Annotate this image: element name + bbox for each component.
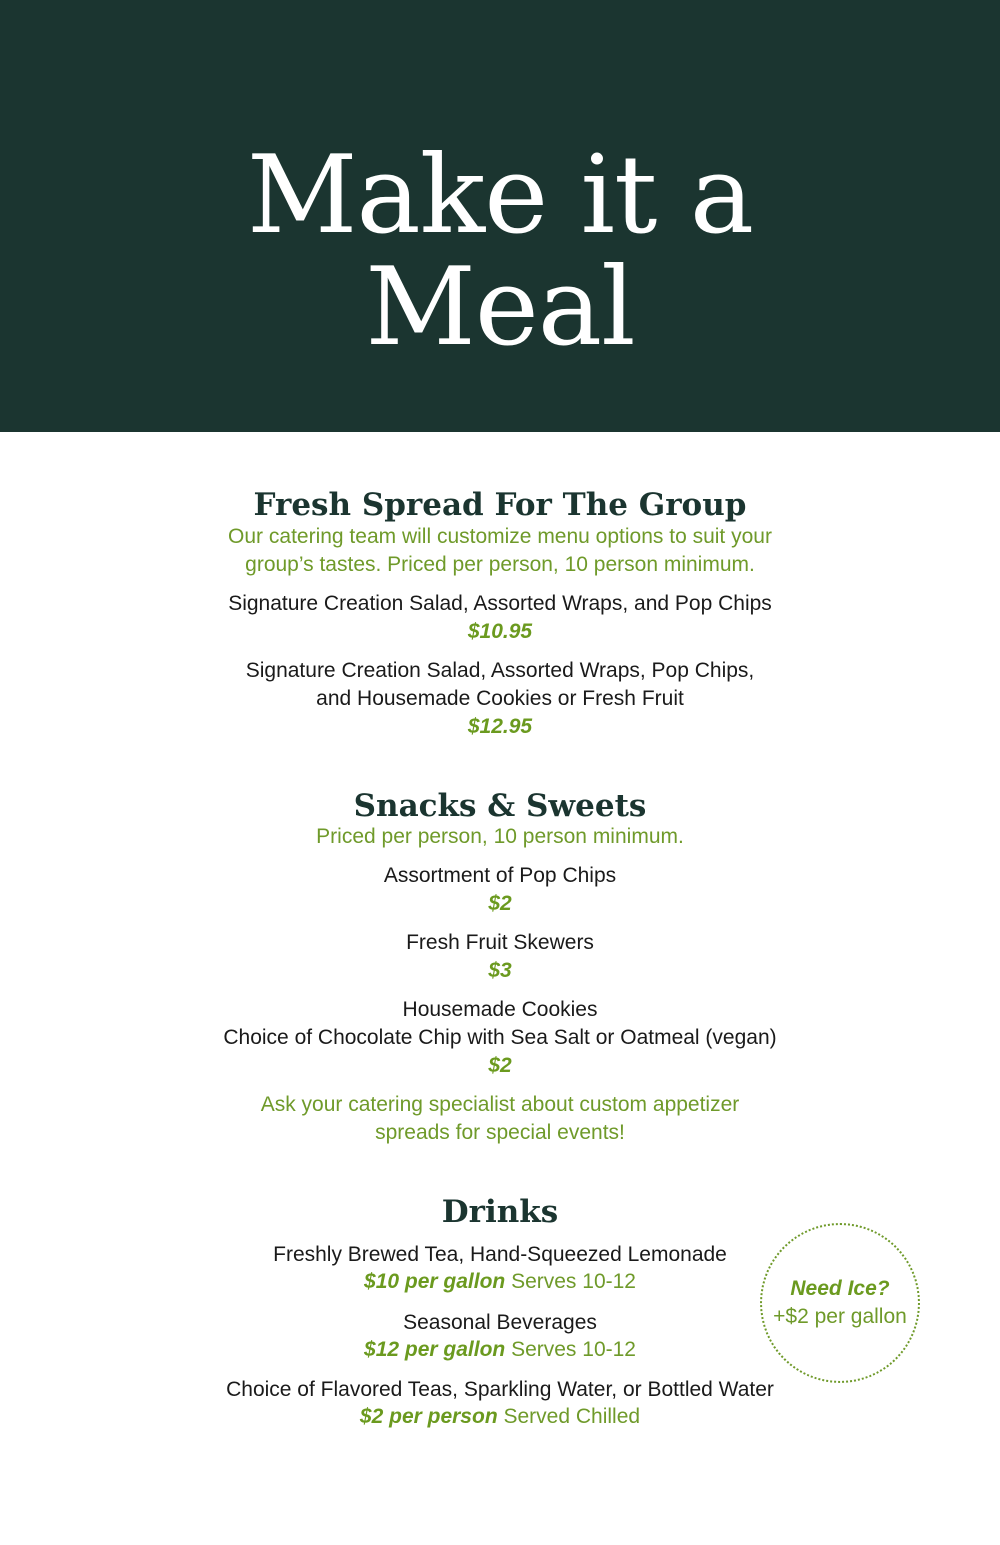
drink-item-serves: Serves 10-12 <box>511 1338 636 1361</box>
drink-item-name: Freshly Brewed Tea, Hand-Squeezed Lemonade <box>273 1243 727 1266</box>
menu-item-name: Assortment of Pop Chips <box>383 864 617 887</box>
drink-item-price: $10 per gallon <box>364 1270 506 1293</box>
menu-item-price: $10.95 <box>467 620 533 643</box>
menu-item-detail: Choice of Chocolate Chip with Sea Salt or Oatmeal (vegan) <box>223 1026 777 1049</box>
drink-item-price-row <box>0 1403 1000 1431</box>
drink-item-name: Seasonal Beverages <box>403 1311 597 1334</box>
drink-item-serves: Served Chilled <box>503 1405 641 1428</box>
menu-item-name: Housemade Cookies <box>402 998 598 1021</box>
menu-item-price: $3 <box>488 959 512 982</box>
snacks-note: Priced per person, 10 person minimum. <box>316 825 684 848</box>
menu-item-name: Signature Creation Salad, Assorted Wraps, and Pop Chips <box>228 592 772 615</box>
menu-item-name: Signature Creation Salad, Assorted Wraps, Pop Chips, <box>245 659 755 682</box>
fresh-spread-note-line2: group’s tastes. Priced per person, 10 person minimum. <box>245 553 755 576</box>
menu-item-price: $12.95 <box>467 715 533 738</box>
drink-item-name: Choice of Flavored Teas, Sparkling Water, or Bottled Water <box>226 1378 774 1401</box>
menu-item-name: Fresh Fruit Skewers <box>406 931 594 954</box>
snacks-footer-line1: Ask your catering specialist about custom appetizer <box>260 1093 740 1116</box>
need-ice-title: Need Ice? <box>790 1277 890 1300</box>
fresh-spread-heading: Fresh Spread For The Group <box>253 487 747 523</box>
drinks-heading: Drinks <box>441 1194 559 1230</box>
hero-title-line2: Meal <box>365 245 635 370</box>
hero-banner <box>0 0 1000 432</box>
menu-item-price: $2 <box>488 1054 512 1077</box>
snacks-heading: Snacks & Sweets <box>353 788 647 824</box>
drink-item-price: $12 per gallon <box>364 1338 506 1361</box>
menu-item-price: $2 <box>488 892 512 915</box>
menu-item-name-line2: and Housemade Cookies or Fresh Fruit <box>316 687 684 710</box>
drink-item-price: $2 per person <box>359 1405 498 1428</box>
need-ice-price: +$2 per gallon <box>773 1305 907 1328</box>
fresh-spread-note-line1: Our catering team will customize menu options to suit your <box>228 525 772 548</box>
snacks-footer-line2: spreads for special events! <box>375 1121 625 1144</box>
hero-title-line1: Make it a <box>246 133 754 258</box>
drink-item-serves: Serves 10-12 <box>511 1270 636 1293</box>
